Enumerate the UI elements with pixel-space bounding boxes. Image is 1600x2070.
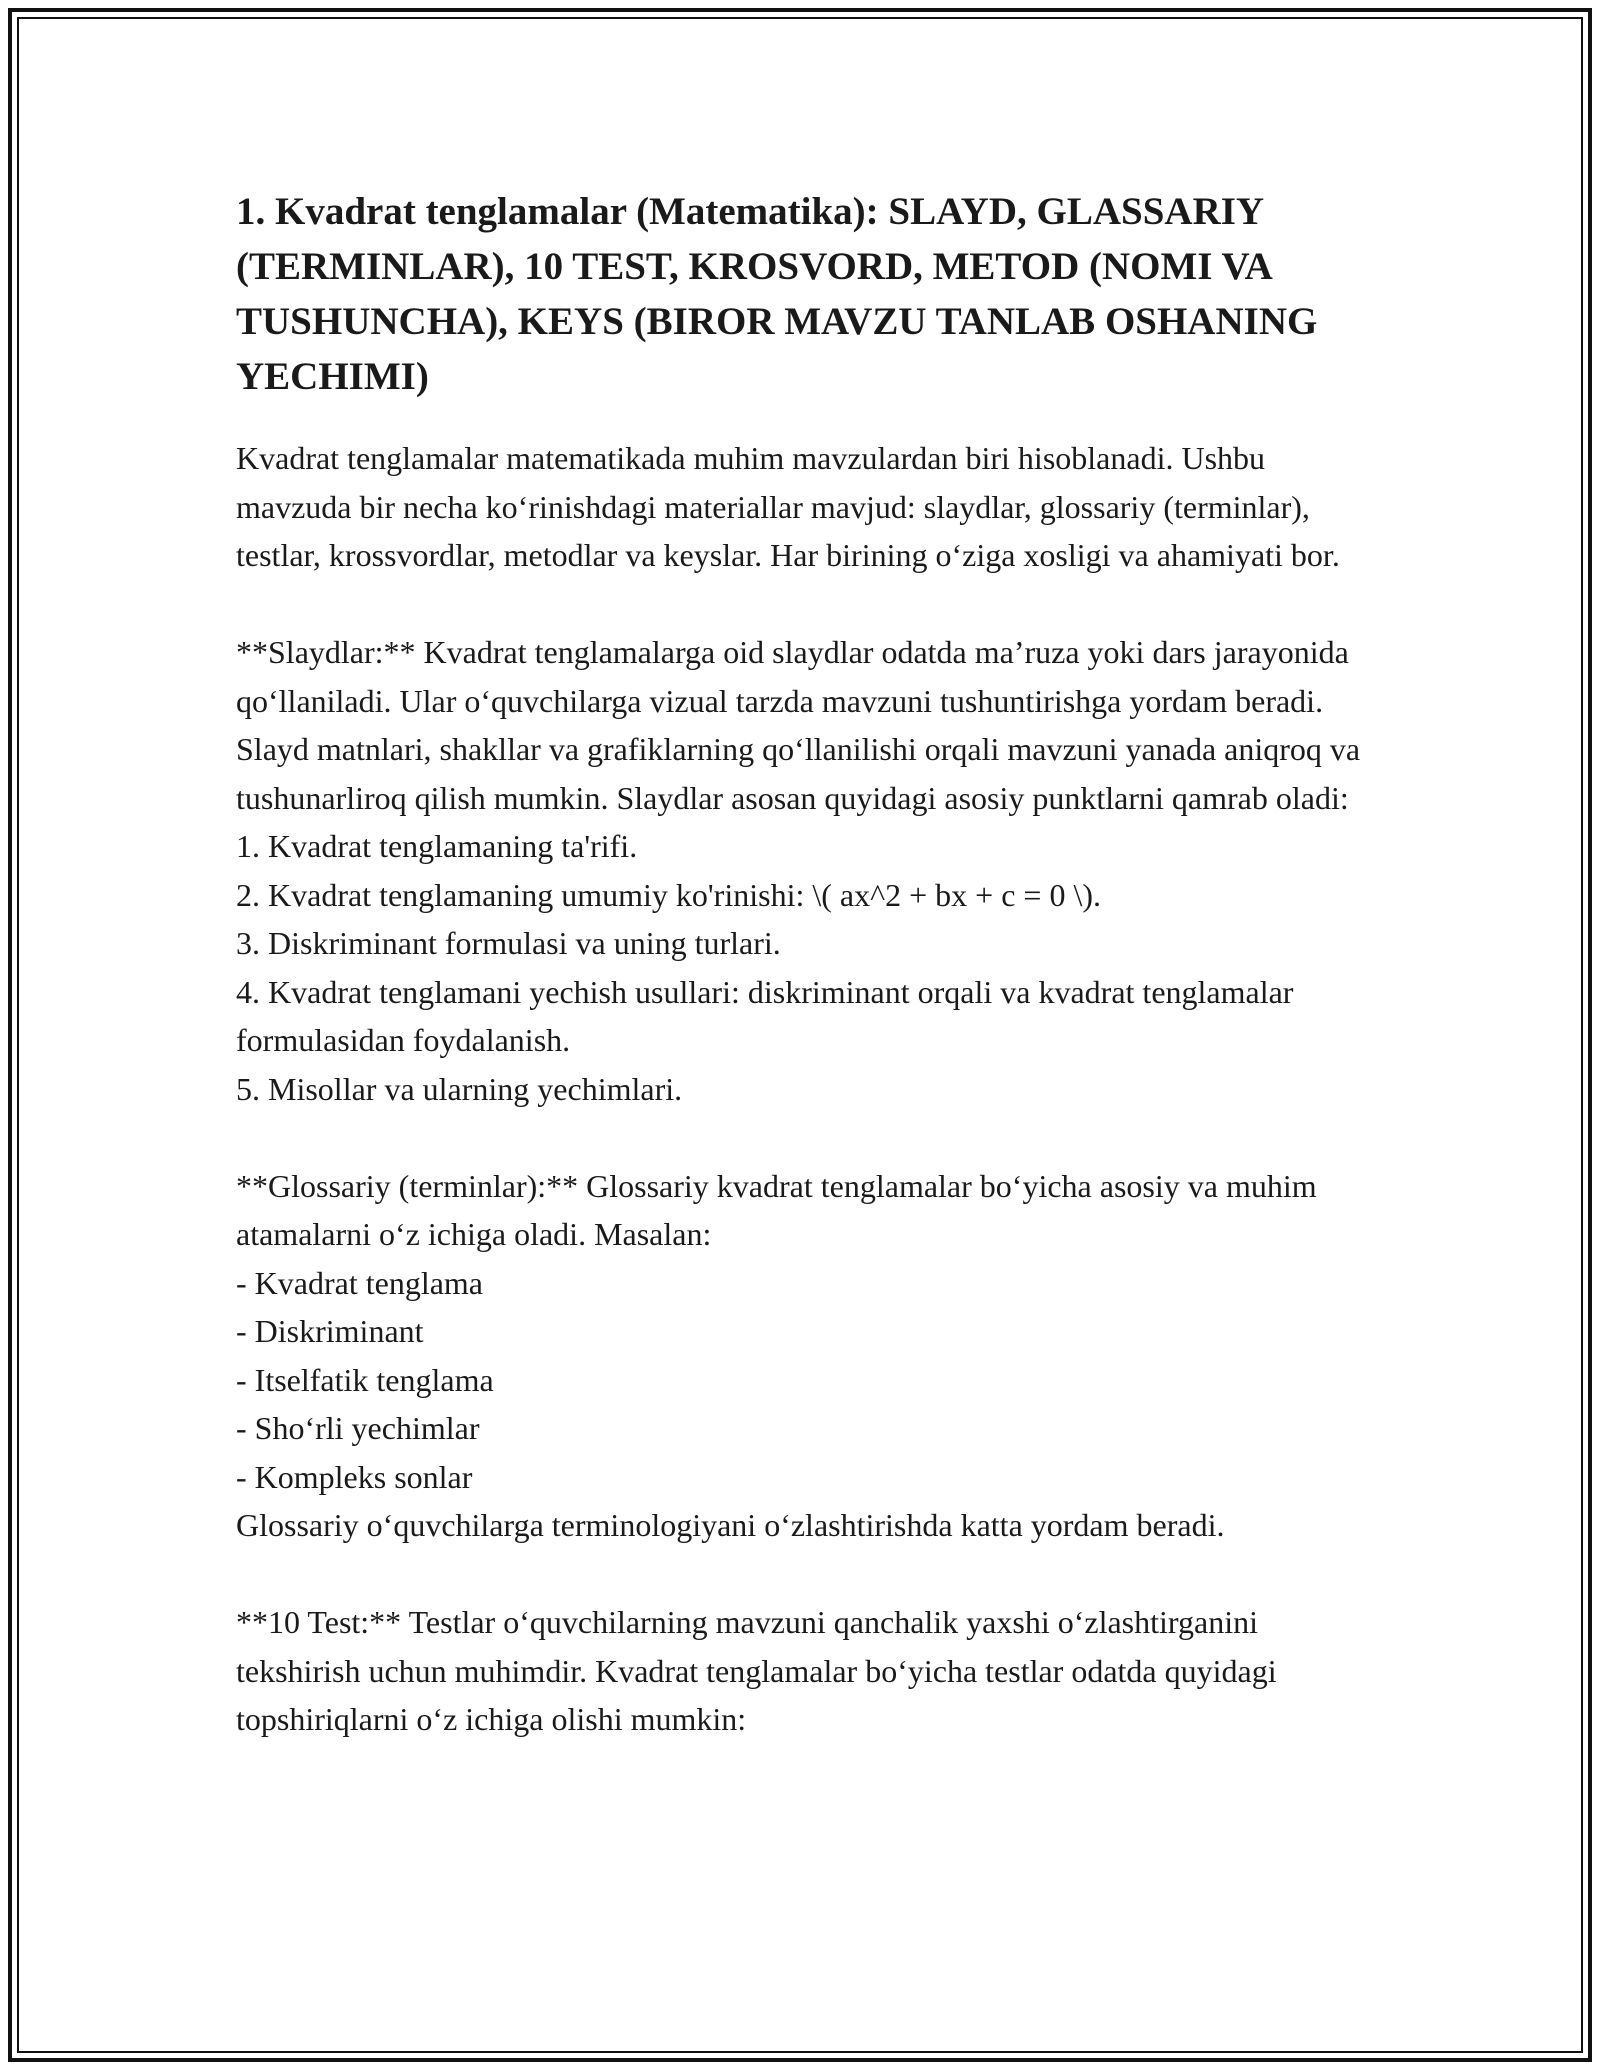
slides-item: 5. Misollar va ularning yechimlari. <box>236 1070 683 1107</box>
glossary-item: - Kvadrat tenglama <box>236 1264 483 1301</box>
document-title: 1. Kvadrat tenglamalar (Matematika): SLAYD, GLASSARIY (TERMINLAR), 10 TEST, KROSVORD, METOD (NOMI VA TUSHUNCHA), KEYS (BIROR MAVZU TANLAB OSHANING YECHIMI) <box>236 190 1318 398</box>
slides-text: **Slaydlar:** Kvadrat tenglamalarga oid slaydlar odatda maʼruza yoki dars jarayonida qoʻllaniladi. Ular oʻquvchilarga vizual tarzda mavzuni tushuntirishga yordam beradi. Slayd matnlari, shakllar va grafiklarning qoʻllanilishi orqali mavzuni yanada aniqroq va tushunarliroq qilish mumkin. Slaydlar asosan quyidagi asosiy punktlarni qamrab oladi: <box>236 634 1361 816</box>
glossary-item: - Diskriminant <box>236 1313 424 1349</box>
tests-paragraph: **10 Test:** Testlar oʻquvchilarning mavzuni qanchalik yaxshi oʻzlashtirganini tekshirish uchun muhimdir. Kvadrat tenglamalar boʻyicha testlar odatda quyidagi topshiriqlarni oʻz ichiga olishi mumkin: <box>236 1604 1277 1737</box>
slides-section <box>236 628 1386 1113</box>
paragraph-gap <box>236 1550 1386 1599</box>
glossary-item: - Kompleks sonlar <box>236 1458 473 1495</box>
glossary-closing: Glossariy oʻquvchilarga terminologiyani oʻzlashtirishda katta yordam beradi. <box>236 1507 1225 1543</box>
glossary-item: - Itselfatik tenglama <box>236 1361 494 1398</box>
glossary-text: **Glossariy (terminlar):** Glossariy kvadrat tenglamalar boʻyicha asosiy va muhim atamalarni oʻz ichiga oladi. Masalan: <box>236 1167 1317 1252</box>
slides-item: 1. Kvadrat tenglamaning ta'rifi. <box>236 828 638 864</box>
paragraph-gap <box>236 1113 1386 1162</box>
slides-item: 3. Diskriminant formulasi va uning turlari. <box>236 925 781 961</box>
paragraph-gap <box>236 580 1386 629</box>
glossary-section <box>236 1162 1386 1550</box>
slides-item: 2. Kvadrat tenglamaning umumiy ko'rinishi: \( ax^2 + bx + c = 0 \). <box>236 876 1101 913</box>
intro-paragraph: Kvadrat tenglamalar matematikada muhim mavzulardan biri hisoblanadi. Ushbu mavzuda bir necha koʻrinishdagi materiallar mavjud: slaydlar, glossariy (terminlar), testlar, krossvordlar, metodlar va keyslar. Har birining oʻziga xosligi va ahamiyati bor. <box>236 440 1340 573</box>
document-body <box>236 184 1386 1744</box>
slides-item: 4. Kvadrat tenglamani yechish usullari: diskriminant orqali va kvadrat tenglamalar formulasidan foydalanish. <box>236 973 1294 1058</box>
glossary-item: - Shoʻrli yechimlar <box>236 1410 480 1446</box>
